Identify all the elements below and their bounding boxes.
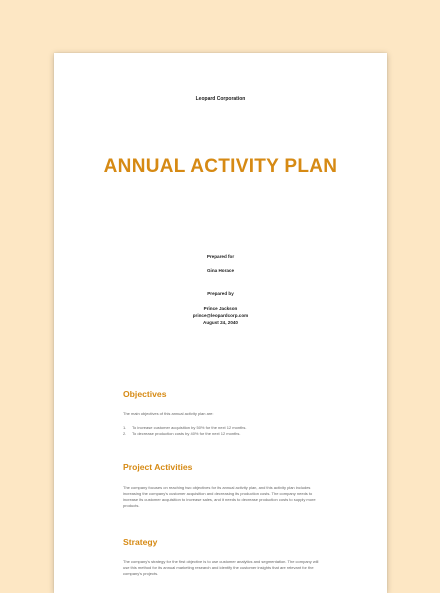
strategy-body: The company's strategy for the first objective is to use customer analytics and segmentation. The company will use this method for its annual marketing research and identify the customer insights that are relevant for the company's projects. [123, 559, 319, 577]
strategy-heading: Strategy [123, 537, 158, 547]
prepared-by-label: Prepared by [207, 291, 234, 296]
list-item-text: To decrease production costs by 40% for the next 12 months. [132, 431, 241, 437]
objectives-heading: Objectives [123, 389, 167, 399]
project-activities-body: The company focuses on reaching two objectives for its annual activity plan, and this activity plan includes increasing the company's customer acquisition and decreasing its production costs. The company needs to increase its customer acquisition to increase sales, and it needs to decrease production costs to supply more products. [123, 485, 316, 509]
list-item-number: 1. [123, 425, 127, 430]
list-item-text: To increase customer acquisition by 50% for the next 12 months. [132, 425, 247, 430]
document-page [54, 53, 387, 593]
objectives-list [123, 425, 247, 437]
list-item [123, 431, 247, 437]
company-name: Leopard Corporation [195, 96, 246, 102]
list-item-number: 2. [123, 431, 127, 437]
project-activities-heading: Project Activities [123, 462, 193, 472]
objectives-intro: The main objectives of this annual activity plan are: [123, 411, 214, 416]
prepared-by-name: Prince Jackson [203, 306, 238, 311]
prepared-by-email: prince@leopardcorp.com [192, 313, 249, 318]
document-title: ANNUAL ACTIVITY PLAN [103, 156, 338, 177]
prepared-for-name: Gina Horace [206, 268, 235, 273]
prepared-date: August 24, 2040 [203, 320, 238, 325]
prepared-for-label: Prepared for [206, 254, 235, 259]
